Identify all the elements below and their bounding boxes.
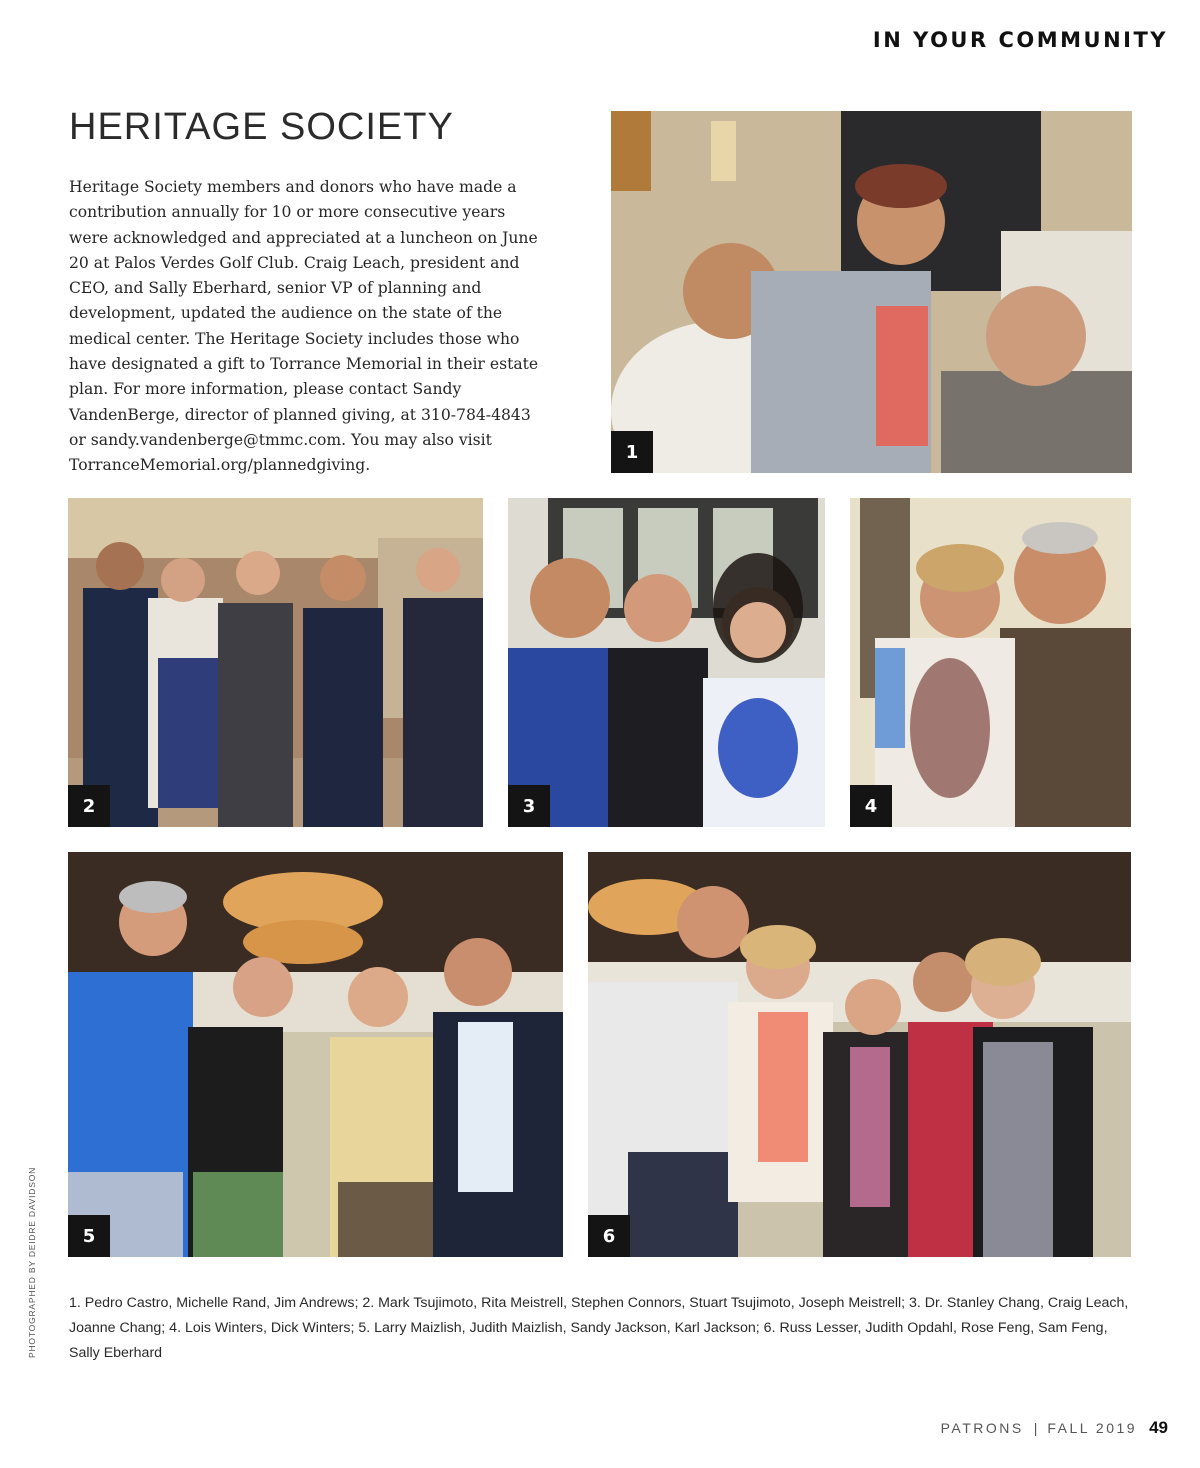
photo-2-image [68, 498, 483, 827]
footer-separator: | [1033, 1420, 1038, 1436]
event-photo-3 [508, 498, 825, 827]
publication-name: PATRONS [940, 1420, 1024, 1436]
page-number: 49 [1149, 1418, 1168, 1437]
article-intro: Heritage Society members and donors who have made a contribution annually for 10 or more consecutive years were acknowledged and appreciated at a luncheon on June 20 at Palos Verdes Golf Club. Craig Leach, president and CEO, and Sally Eberhard, senior VP of planning and development, updated the audience on the state of the medical center. The Heritage Society includes those who have designated a gift to Torrance Memorial in their estate plan. For more information, please contact Sandy VandenBerge, director of planned giving, at 310-784-4843 or sandy.vandenberge@tmmc.com. You may also visit TorranceMemorial.org/plannedgiving. [69, 178, 539, 475]
photo-number-badge: 3 [508, 785, 550, 827]
photo-5-image [68, 852, 563, 1257]
event-photo-5 [68, 852, 563, 1257]
event-photo-4 [850, 498, 1131, 827]
event-photo-1 [611, 111, 1132, 473]
photo-credit: PHOTOGRAPHED BY DEIDRE DAVIDSON [27, 1166, 37, 1358]
photo-number-badge: 5 [68, 1215, 110, 1257]
photo-captions: 1. Pedro Castro, Michelle Rand, Jim Andrews; 2. Mark Tsujimoto, Rita Meistrell, Stephen Connors, Stuart Tsujimoto, Joseph Meistrell; 3. Dr. Stanley Chang, Craig Leach, Joanne Chang; 4. Lois Winters, Dick Winters; 5. Larry Maizlish, Judith Maizlish, Sandy Jackson, Karl Jackson; 6. Russ Lesser, Judith Opdahl, Rose Feng, Sam Feng, Sally Eberhard [69, 1295, 1129, 1361]
photo-3-image [508, 498, 825, 827]
section-label: IN YOUR COMMUNITY [872, 28, 1168, 52]
article-title: HERITAGE SOCIETY [69, 106, 454, 148]
photo-6-image [588, 852, 1131, 1257]
event-photo-2 [68, 498, 483, 827]
photo-number-badge: 4 [850, 785, 892, 827]
photo-4-image [850, 498, 1131, 827]
photo-number-badge: 1 [611, 431, 653, 473]
page-footer [941, 1418, 1168, 1438]
event-photo-6 [588, 852, 1131, 1257]
issue-label: FALL 2019 [1047, 1420, 1138, 1436]
photo-number-badge: 6 [588, 1215, 630, 1257]
photo-number-badge: 2 [68, 785, 110, 827]
photo-1-image [611, 111, 1132, 473]
